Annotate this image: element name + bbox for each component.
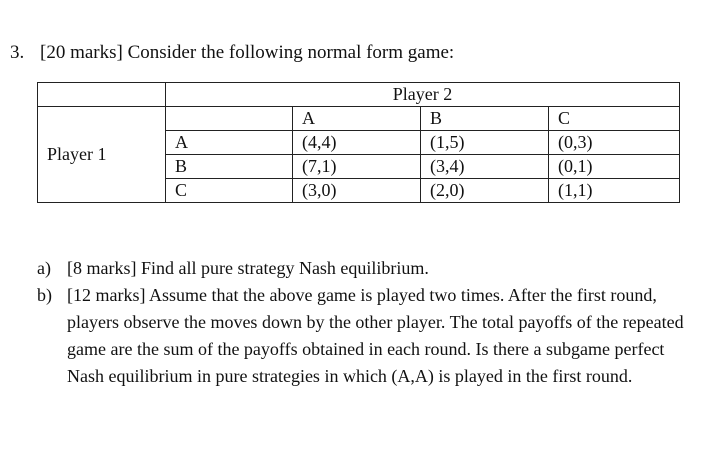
column-header-a: A <box>293 107 421 131</box>
header-row-strategies <box>38 107 680 131</box>
part-b-text: [12 marks] Assume that the above game is played two times. After the first round, players observe the moves down by the other player. The total payoffs of the repeated game are the sum of the payoffs obtained in each round. Is there a subgame perfect Nash equilibrium in pure strategies in which (A,A) is played in the first round. <box>67 285 684 386</box>
payoff-cell: (4,4) <box>293 131 421 155</box>
payoff-cell: (3,0) <box>293 179 421 203</box>
player2-label: Player 2 <box>166 83 680 107</box>
row-header-b: B <box>166 155 293 179</box>
column-header-b: B <box>421 107 549 131</box>
part-b-marker: b) <box>37 285 52 305</box>
payoff-cell: (1,5) <box>421 131 549 155</box>
part-b <box>37 282 687 390</box>
part-a-marker: a) <box>37 258 51 278</box>
blank-cell <box>166 107 293 131</box>
header-row-player2 <box>38 83 680 107</box>
payoff-cell: (0,1) <box>549 155 680 179</box>
question-text: [20 marks] Consider the following normal form game: <box>40 42 455 63</box>
question-number: 3. <box>10 42 25 63</box>
column-header-c: C <box>549 107 680 131</box>
payoff-matrix <box>37 82 680 203</box>
part-a <box>37 255 687 282</box>
blank-cell <box>38 83 166 107</box>
payoff-cell: (0,3) <box>549 131 680 155</box>
payoff-cell: (7,1) <box>293 155 421 179</box>
part-a-text: [8 marks] Find all pure strategy Nash equilibrium. <box>67 258 429 278</box>
payoff-cell: (3,4) <box>421 155 549 179</box>
row-header-c: C <box>166 179 293 203</box>
row-header-a: A <box>166 131 293 155</box>
player1-label: Player 1 <box>38 107 166 203</box>
question-header <box>10 42 454 64</box>
payoff-cell: (1,1) <box>549 179 680 203</box>
payoff-cell: (2,0) <box>421 179 549 203</box>
question-parts <box>37 255 687 390</box>
